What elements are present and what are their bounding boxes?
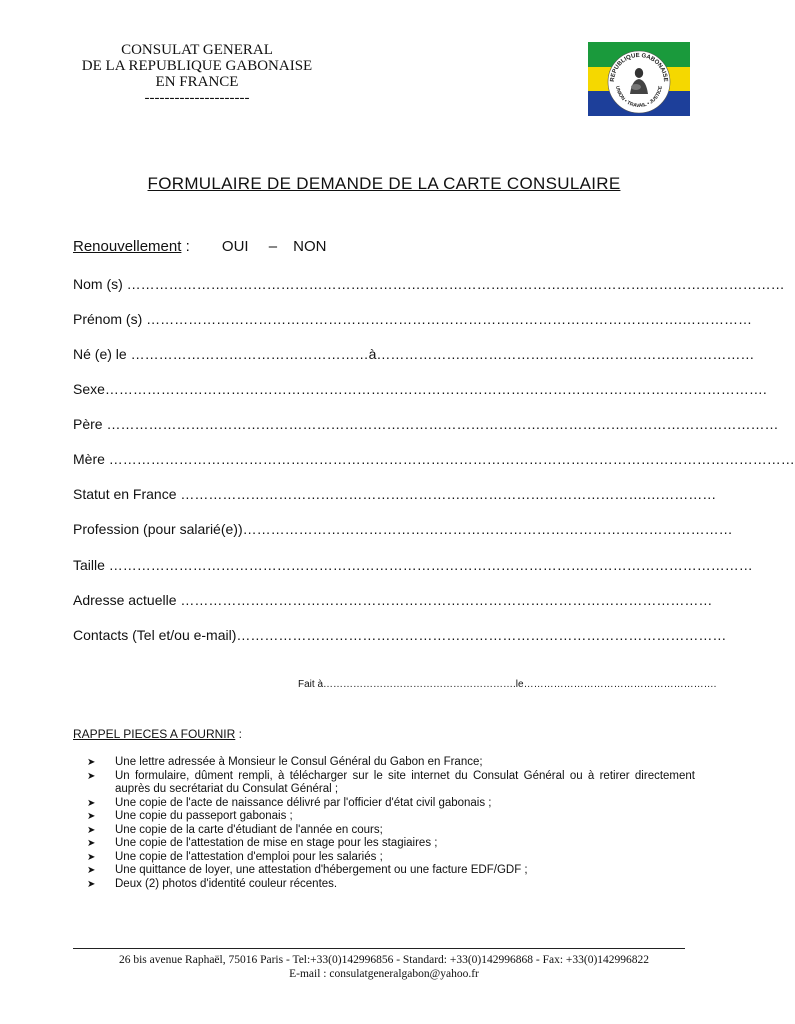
field-nom [73,275,785,293]
svg-text:UNION • TRAVAIL • JUSTICE: UNION • TRAVAIL • JUSTICE [614,85,664,110]
list-item-text: Une copie de l'attestation de mise en stage pour les stagiaires ; [115,837,438,849]
list-item [73,864,695,878]
field-label: Mère [73,451,109,467]
field-dots: ………………………………………………………………………………………………………………………… [108,557,753,573]
header-line-1: CONSULAT GENERAL [121,42,273,58]
arrow-bullet-icon: ➤ [87,797,96,809]
list-item-text: Une quittance de loyer, une attestation d'hébergement ou une facture EDF/GDF ; [115,864,528,876]
fait-date-dots: …………………………………………………. [523,679,717,690]
field-contacts [73,626,727,644]
field-naissance [73,345,755,363]
field-label: Contacts (Tel et/ou e-mail) [73,627,237,643]
header-separator: --------------------- [144,90,250,106]
field-label: Père [73,416,107,432]
field-label: Sexe [73,381,105,397]
field-sexe [73,380,767,398]
footer-divider [73,948,685,949]
svg-text:REPUBLIQUE GABONAISE: REPUBLIQUE GABONAISE [609,52,669,83]
list-item-text: Une lettre adressée à Monsieur le Consul Général du Gabon en France; [115,756,483,768]
arrow-bullet-icon: ➤ [87,811,96,822]
field-dots: ……………………………………………à……………………………………………………………………… [130,346,755,362]
field-dots: ……………………………………………………………………………………………………………………………. [104,381,767,397]
option-oui: OUI [221,238,249,255]
field-label: Statut en France [73,486,181,502]
option-separator: – [268,238,278,255]
list-item-text: Une copie de l'attestation d'emploi pour les salariés ; [115,850,383,863]
gabon-flag-emblem-icon [588,42,690,116]
fait-le-label: le [515,679,524,690]
list-item-text: Une copie de l'acte de naissance délivré par l'officier d'état civil gabonais ; [115,796,492,809]
consulate-header [62,42,332,106]
renouvellement-label: Renouvellement [73,238,182,255]
field-dots: ……………………………………………………………………………………….…………… [180,486,717,502]
field-label: Taille [73,557,109,573]
footer-email: E-mail : consulatgeneralgabon@yahoo.fr [289,968,479,980]
field-dots: ………………………………………………………………………………………………………………………………… [108,451,795,467]
option-non: NON [293,238,327,255]
list-item [73,851,695,865]
field-pere [73,415,779,433]
list-item [73,756,695,770]
list-item-text: Un formulaire, dûment rempli, à télécharger sur le site internet du Consulat Général ou à retirer directement auprès du secrétariat du Consulat Général ; [115,769,695,795]
field-dots: …………………………………………………………………………………………… [242,521,733,537]
field-label: Adresse actuelle [73,592,181,608]
field-statut [73,485,717,503]
rappel-heading [73,727,242,741]
fait-label: Fait à [298,679,324,690]
form-title: FORMULAIRE DE DEMANDE DE LA CARTE CONSULAIRE [147,174,621,193]
field-taille [73,556,753,574]
arrow-bullet-icon: ➤ [87,757,96,768]
renouvellement-row [73,238,326,255]
list-item-text: Deux (2) photos d'identité couleur récentes. [115,877,338,890]
field-dots: ……………………………………………………………………………………………………………………………… [106,416,779,432]
field-mere [73,450,795,468]
field-prenom [73,310,753,328]
list-item [73,837,695,851]
field-dots: …………………………………………………………………………………………………… [180,592,713,608]
header-line-3: EN FRANCE [155,74,239,90]
field-label: Profession (pour salarié(e)) [73,521,243,537]
footer-address: 26 bis avenue Raphaël, 75016 Paris - Tel:+33(0)142996856 - Standard: +33(0)142996868 - Fax: +33(0)142996822 [118,954,650,966]
list-item-text: Une copie du passeport gabonais ; [115,810,293,822]
field-dots: …………………………………………………………………………………………………….…………… [146,311,753,327]
required-documents-list [73,756,695,891]
arrow-bullet-icon: ➤ [87,824,96,836]
renouvellement-colon: : [181,238,190,255]
list-item [73,824,695,838]
arrow-bullet-icon: ➤ [87,865,96,876]
field-dots: …………………………………………………………………………………………………………………………… [126,276,785,292]
field-label: Prénom (s) [73,311,147,327]
field-label: Né (e) le [73,346,131,362]
rappel-label: RAPPEL PIECES A FOURNIR [73,727,236,741]
list-item-text: Une copie de la carte d'étudiant de l'année en cours; [115,823,383,836]
arrow-bullet-icon: ➤ [87,851,96,863]
arrow-bullet-icon: ➤ [87,878,96,890]
arrow-bullet-icon: ➤ [87,838,96,849]
list-item [73,770,695,797]
field-label: Nom (s) [73,276,127,292]
list-item [73,810,695,824]
field-profession [73,520,733,538]
fait-place-dots: …………………………………………………. [323,679,516,690]
arrow-bullet-icon: ➤ [87,770,96,782]
list-item [73,878,695,892]
header-line-2: DE LA REPUBLIQUE GABONAISE [81,58,313,74]
signature-place-date [298,679,717,690]
list-item [73,797,695,811]
field-dots: …………………………………………………………………………………………… [236,627,727,643]
rappel-colon: : [235,727,242,741]
field-adresse [73,591,713,609]
gabon-republic-logo [588,42,690,116]
footer [0,953,768,981]
